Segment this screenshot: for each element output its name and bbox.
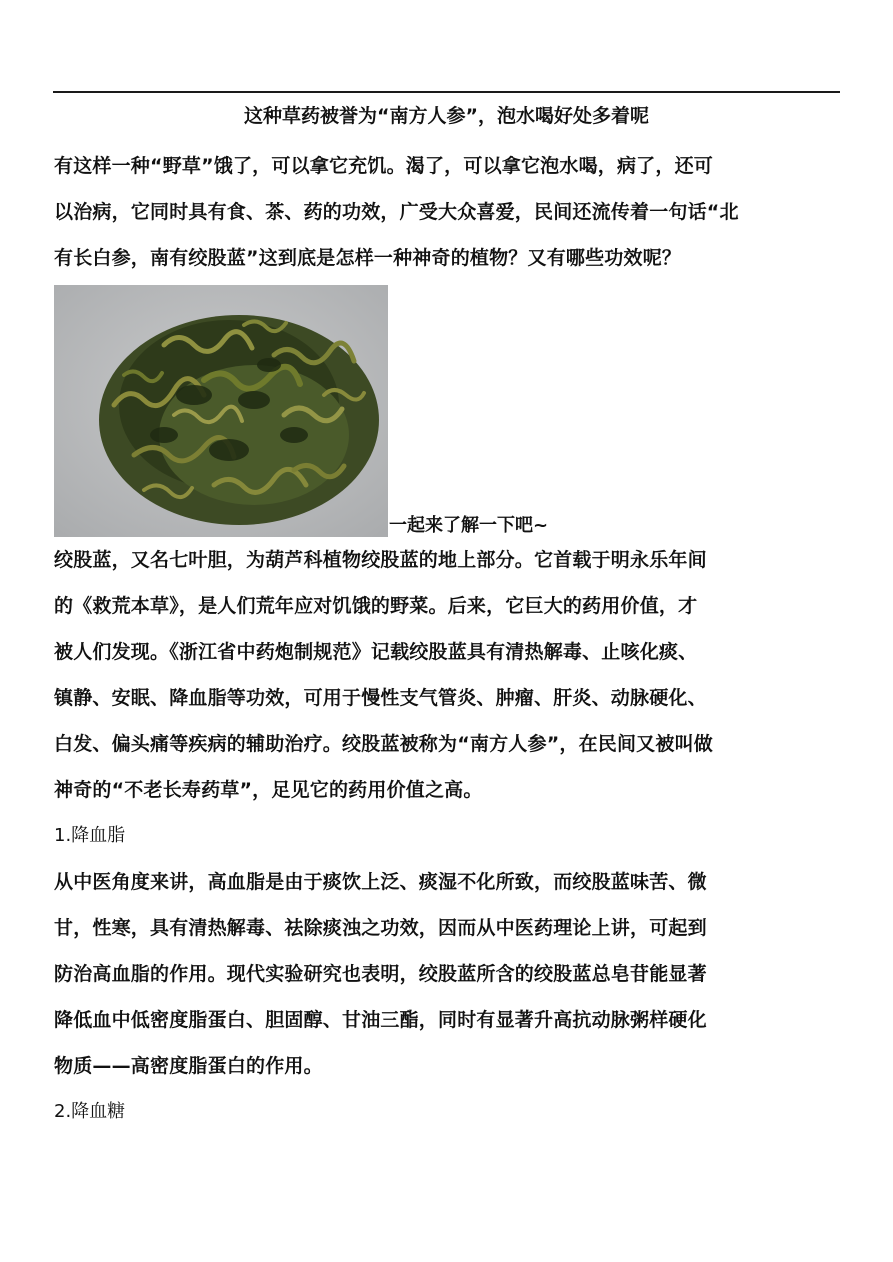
intro-line: 以治病，它同时具有食、茶、药的功效，广受大众喜爱，民间还流传着一句话“北 bbox=[54, 201, 739, 223]
header-rule bbox=[53, 91, 840, 93]
image-row bbox=[54, 283, 784, 537]
section-lipid-line: 防治高血脂的作用。现代实验研究也表明，绞股蓝所含的绞股蓝总皂苷能显著 bbox=[54, 963, 707, 985]
article-body bbox=[54, 143, 784, 1135]
image-caption: 一起来了解一下吧~ bbox=[389, 515, 549, 536]
description-line: 绞股蓝，又名七叶胆，为葫芦科植物绞股蓝的地上部分。它首载于明永乐年间 bbox=[54, 549, 707, 571]
section-lipid-line: 降低血中低密度脂蛋白、胆固醇、甘油三酯，同时有显著升高抗动脉粥样硬化 bbox=[54, 1009, 707, 1031]
description-line: 神奇的“不老长寿药草”，足见它的药用价值之高。 bbox=[54, 779, 483, 801]
description-line: 白发、偏头痛等疾病的辅助治疗。绞股蓝被称为“南方人参”，在民间又被叫做 bbox=[54, 733, 713, 755]
article-title: 这种草药被誉为“南方人参”，泡水喝好处多着呢 bbox=[244, 105, 649, 127]
section-lipid-line: 物质——高密度脂蛋白的作用。 bbox=[54, 1055, 323, 1077]
description-line: 被人们发现。《浙江省中药炮制规范》记载绞股蓝具有清热解毒、止咳化痰、 bbox=[54, 641, 698, 663]
section-lipid-paragraph bbox=[54, 859, 784, 1089]
section-lipid-line: 从中医角度来讲，高血脂是由于痰饮上泛、痰湿不化所致，而绞股蓝味苦、微 bbox=[54, 871, 707, 893]
intro-line: 有这样一种“野草”饿了，可以拿它充饥。渴了，可以拿它泡水喝，病了，还可 bbox=[54, 155, 713, 177]
intro-line: 有长白参，南有绞股蓝”这到底是怎样一种神奇的植物？又有哪些功效呢？ bbox=[54, 247, 682, 269]
description-line: 的《救荒本草》，是人们荒年应对饥饿的野菜。后来，它巨大的药用价值，才 bbox=[54, 595, 698, 617]
intro-paragraph bbox=[54, 143, 784, 281]
section-lipid-line: 甘，性寒，具有清热解毒、祛除痰浊之功效，因而从中医药理论上讲，可起到 bbox=[54, 917, 707, 939]
description-paragraph bbox=[54, 537, 784, 813]
section-heading-glucose: 2.降血糖 bbox=[54, 1101, 126, 1122]
dried-herb-photo bbox=[54, 285, 388, 537]
description-line: 镇静、安眠、降血脂等功效，可用于慢性支气管炎、肿瘤、肝炎、动脉硬化、 bbox=[54, 687, 707, 709]
section-heading-lipid: 1.降血脂 bbox=[54, 825, 126, 846]
